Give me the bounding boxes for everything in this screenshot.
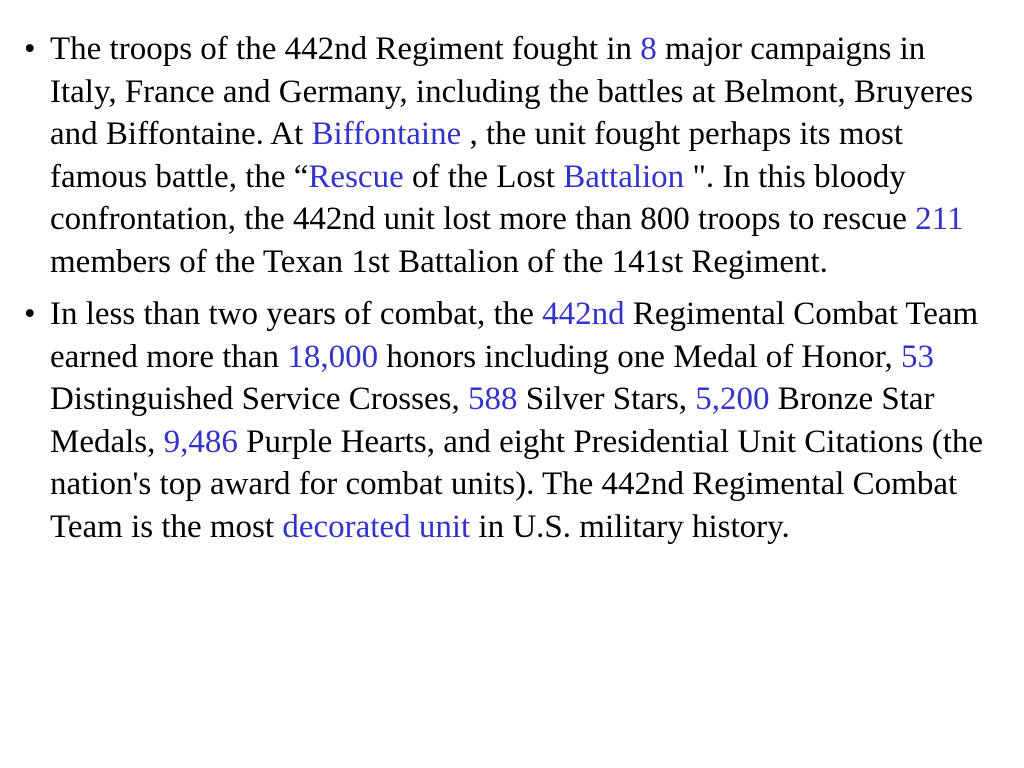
- highlighted-term[interactable]: 18,000: [287, 338, 379, 375]
- highlighted-term[interactable]: 8: [640, 31, 657, 67]
- highlighted-term[interactable]: 442nd: [542, 296, 625, 332]
- bullet-item: [18, 28, 984, 283]
- text-segment: , the unit fought perhaps its most famous battle, the “: [50, 116, 904, 195]
- highlighted-term[interactable]: 5,200: [695, 381, 770, 417]
- text-segment: of the Lost: [403, 158, 564, 195]
- text-segment: Regimental Combat Team earned more than: [50, 296, 979, 375]
- bullet-dot-icon: •: [24, 31, 36, 67]
- text-segment: Purple Hearts, and eight Presidential Unit Citations (the nation's top award for combat units). The 442nd Regimental Combat Team is the most: [50, 423, 984, 545]
- highlighted-term[interactable]: 211: [915, 201, 964, 237]
- bullet-list: [18, 28, 984, 548]
- text-segment: in U.S. military history.: [470, 508, 790, 545]
- highlighted-term[interactable]: Rescue: [308, 158, 404, 195]
- highlighted-term[interactable]: Battalion: [563, 158, 685, 195]
- text-segment: ". In this bloody confrontation, the 442nd unit lost more than 800 troops to rescue: [50, 158, 916, 237]
- text-segment: Distinguished Service Crosses,: [50, 381, 468, 417]
- highlighted-term[interactable]: 588: [467, 381, 518, 417]
- text-segment: Silver Stars,: [517, 381, 696, 417]
- highlighted-term[interactable]: Biffontaine: [311, 116, 462, 152]
- bullet-item: [18, 293, 984, 548]
- paragraph-text: [50, 31, 973, 280]
- highlighted-term[interactable]: decorated unit: [282, 508, 471, 545]
- text-segment: honors including one Medal of Honor,: [378, 338, 901, 375]
- text-segment: The troops of the 442nd Regiment fought in: [50, 31, 641, 67]
- text-segment: Bronze Star Medals,: [50, 381, 935, 460]
- highlighted-term[interactable]: 53: [901, 338, 934, 375]
- highlighted-term[interactable]: 9,486: [163, 423, 238, 460]
- bullet-dot-icon: •: [24, 296, 36, 332]
- paragraph-text: [50, 296, 983, 545]
- text-segment: In less than two years of combat, the: [50, 296, 543, 332]
- text-segment: members of the Texan 1st Battalion of the 141st Regiment.: [50, 243, 828, 280]
- text-segment: major campaigns in Italy, France and Germany, including the battles at Belmont, Bruyeres and Biffontaine. At: [50, 31, 974, 152]
